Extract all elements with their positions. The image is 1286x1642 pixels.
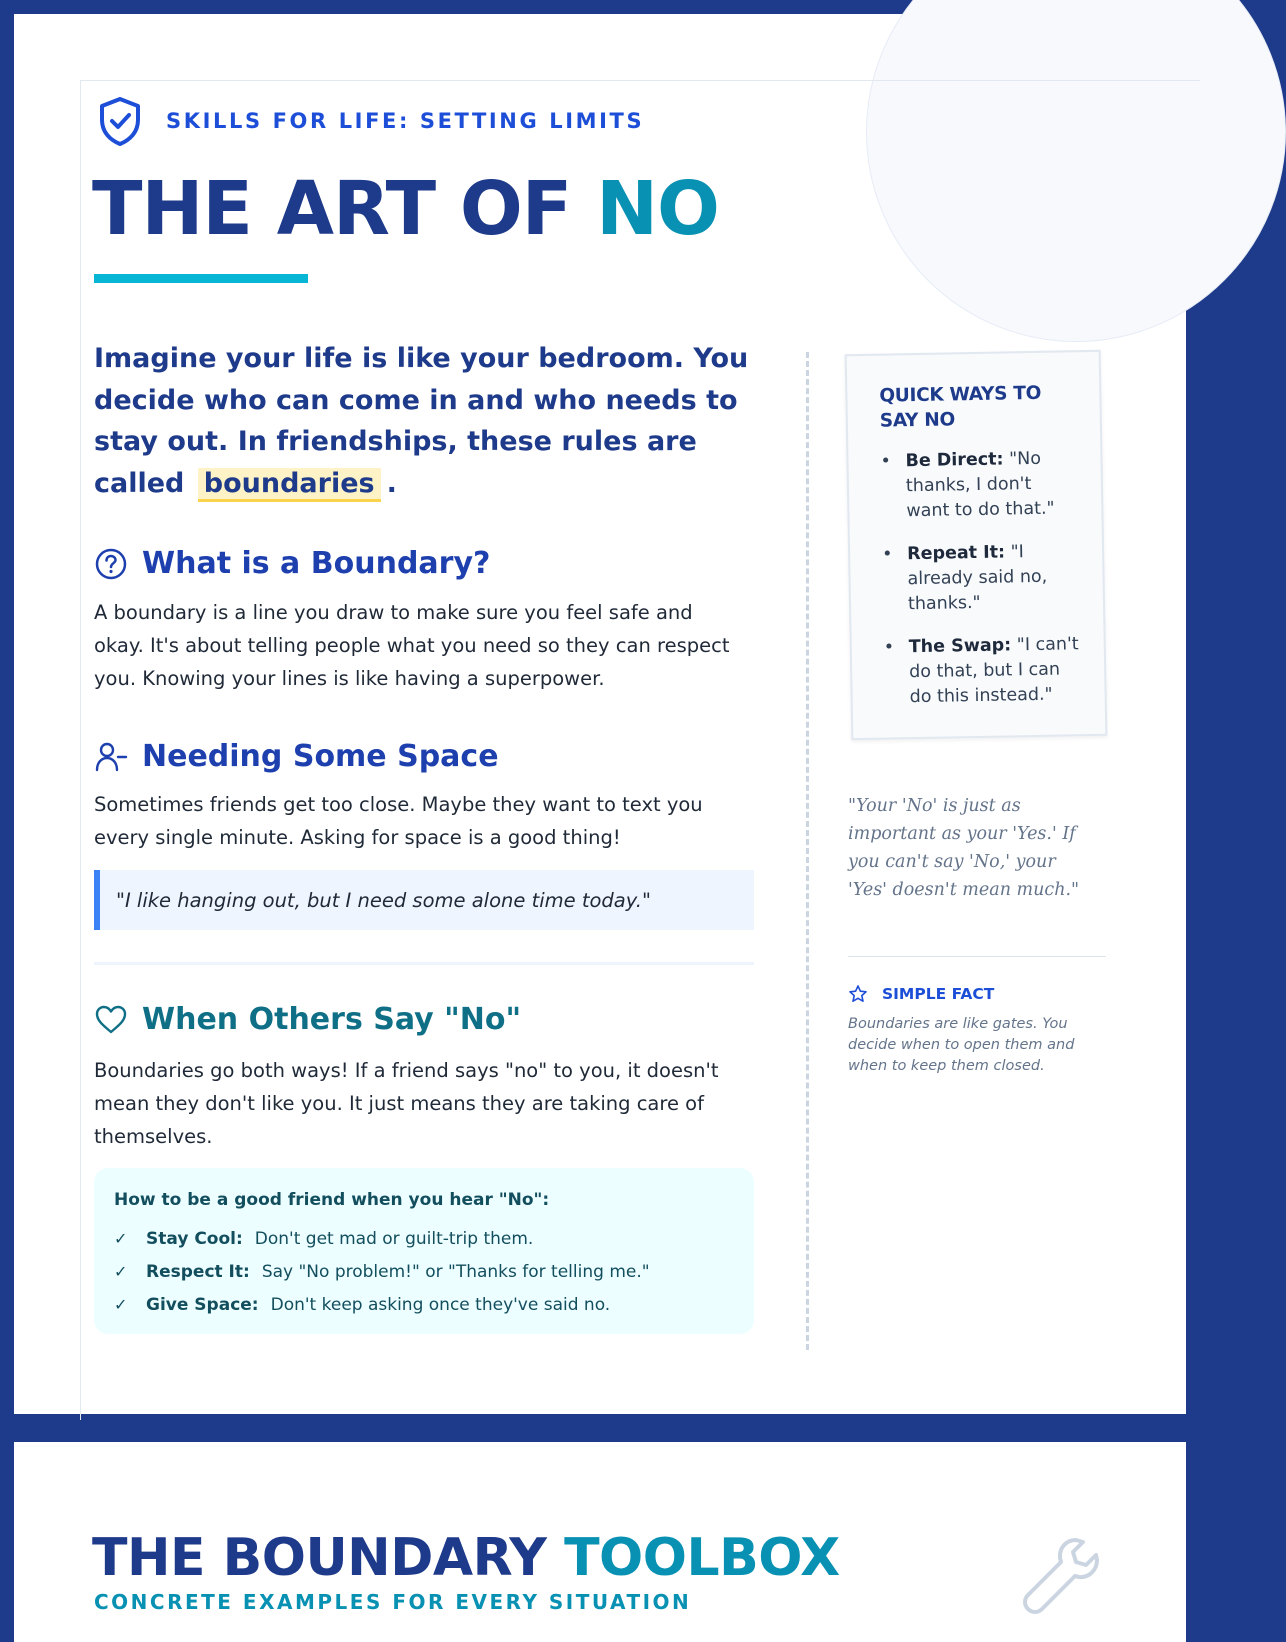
- quick-ways-title: QUICK WAYS TO SAY NO: [879, 382, 1042, 432]
- tips-title: How to be a good friend when you hear "No":: [114, 1190, 550, 1210]
- check-icon: ✓: [114, 1229, 128, 1248]
- page-title: [92, 166, 719, 252]
- tip-item: [114, 1288, 734, 1321]
- question-circle-icon: [94, 547, 128, 581]
- toolbox-title-accent: TOOLBOX: [564, 1528, 840, 1588]
- quick-ways-card: [845, 350, 1108, 740]
- highlight-term: boundaries: [198, 468, 381, 502]
- quick-way-text: "I can't do that, but I can do this instead.": [909, 634, 1079, 708]
- heart-icon: [94, 1003, 128, 1037]
- title-accent: NO: [596, 166, 719, 252]
- quick-way-label: Repeat It:: [906, 542, 1006, 565]
- intro-paragraph: [94, 338, 762, 504]
- simple-fact-label: SIMPLE FACT: [882, 985, 995, 1003]
- wrench-icon: [1014, 1532, 1104, 1622]
- intro-text: Imagine your life is like your bedroom. You decide who can come in and who needs to stay out. In friendships, these rules are called: [94, 343, 749, 499]
- sidebar-quote: "Your 'No' is just as important as your 'Yes.' If you can't say 'No,' your 'Yes' doesn't mean much.": [848, 796, 1080, 900]
- toolbox-title-main: THE BOUNDARY: [92, 1528, 565, 1588]
- page-two: [14, 1442, 1186, 1642]
- quick-way-item: [882, 539, 1079, 617]
- tip-item: [114, 1222, 734, 1255]
- tip-label: Give Space:: [146, 1294, 259, 1315]
- column-divider: [806, 352, 809, 1350]
- tip-text: Don't get mad or guilt-trip them.: [254, 1228, 534, 1249]
- section-heading-boundary: [94, 546, 490, 581]
- space-paragraph: Sometimes friends get too close. Maybe they want to text you every single minute. Asking for space is a good thing!: [94, 793, 703, 849]
- kicker-row: [98, 96, 644, 146]
- tip-label: Respect It:: [146, 1261, 250, 1282]
- heading-text: When Others Say "No": [142, 1002, 522, 1037]
- heading-text: Needing Some Space: [142, 739, 499, 774]
- quick-way-text: "I already said no, thanks.": [907, 542, 1048, 615]
- star-icon: [848, 984, 868, 1004]
- section-divider: [94, 962, 754, 965]
- quick-way-label: The Swap:: [908, 635, 1012, 658]
- tip-label: Stay Cool:: [146, 1228, 243, 1249]
- tip-text: Don't keep asking once they've said no.: [270, 1294, 611, 1315]
- check-icon: ✓: [114, 1262, 128, 1281]
- title-main: THE ART OF: [92, 166, 597, 252]
- example-quote: "I like hanging out, but I need some alone time today.": [94, 870, 754, 930]
- simple-fact-text: Boundaries are like gates. You decide when to open them and when to keep them closed.: [848, 1016, 1075, 1074]
- quick-way-item: [880, 446, 1077, 524]
- others-paragraph: Boundaries go both ways! If a friend says "no" to you, it doesn't mean they don't like you. It just means they are taking care of themselves.: [94, 1059, 719, 1148]
- sidebar-divider: [848, 956, 1106, 957]
- heading-text: What is a Boundary?: [142, 546, 491, 581]
- quick-way-label: Be Direct:: [905, 449, 1004, 472]
- toolbox-subtitle: CONCRETE EXAMPLES FOR EVERY SITUATION: [94, 1590, 692, 1614]
- bullet: •: [883, 637, 895, 658]
- section-heading-others: [94, 1002, 521, 1037]
- bullet: •: [880, 451, 892, 472]
- check-icon: ✓: [114, 1295, 128, 1314]
- kicker-text: SKILLS FOR LIFE: SETTING LIMITS: [166, 109, 645, 133]
- tip-item: [114, 1255, 734, 1288]
- bullet: •: [881, 544, 893, 565]
- toolbox-title: [92, 1528, 840, 1588]
- title-underline: [94, 274, 308, 283]
- intro-period: .: [386, 467, 397, 499]
- boundary-paragraph: A boundary is a line you draw to make sure you feel safe and okay. It's about telling people what you need so they can respect you. Knowing your lines is like having a superpower.: [94, 601, 730, 690]
- user-minus-icon: [94, 740, 128, 774]
- tip-text: Say "No problem!" or "Thanks for telling me.": [261, 1261, 650, 1282]
- section-heading-space: [94, 739, 499, 774]
- tips-box: [94, 1168, 754, 1334]
- quick-way-item: [884, 632, 1081, 710]
- simple-fact-heading: [848, 984, 994, 1004]
- page-one: [14, 14, 1186, 1414]
- shield-check-icon: [98, 96, 142, 146]
- quick-way-text: "No thanks, I don't want to do that.": [905, 448, 1055, 522]
